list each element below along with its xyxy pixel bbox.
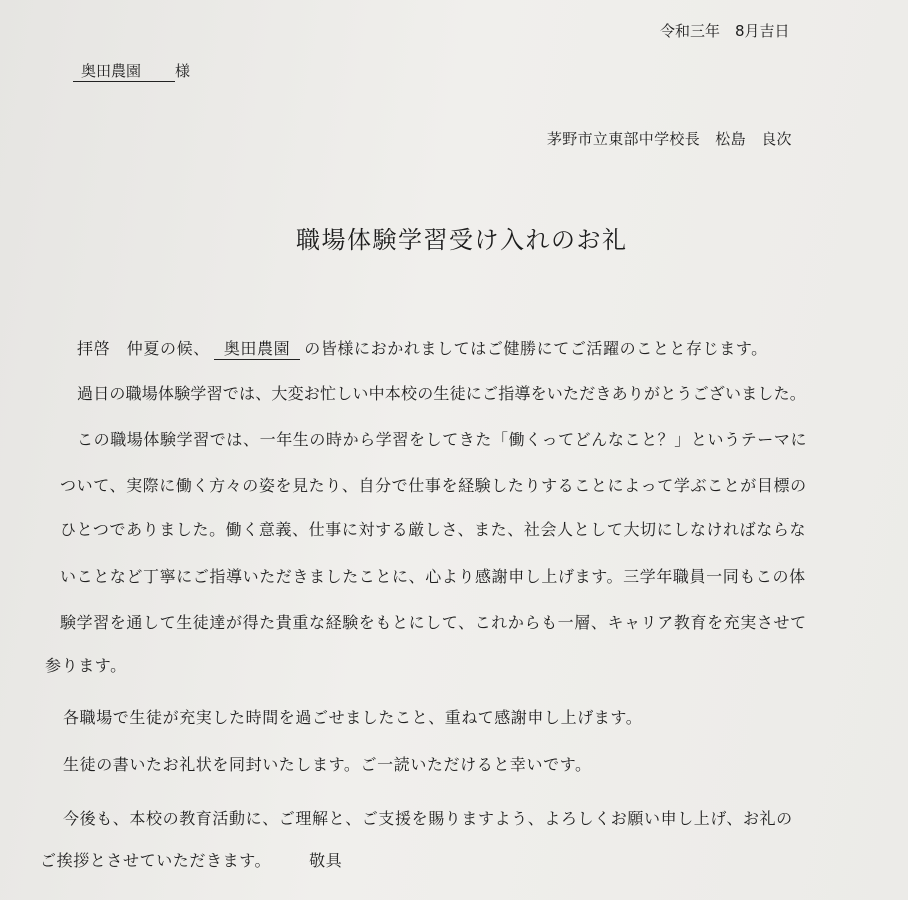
body-line-1 xyxy=(77,336,768,360)
body-line-3: この職場体験学習では、一年生の時から学習をしてきた「働くってどんなこと？」というテーマに xyxy=(77,430,808,449)
closing-keigu: 敬具 xyxy=(309,851,343,870)
letter-title: 職場体験学習受け入れのお礼 xyxy=(296,226,628,254)
body-line-7: 験学習を通して生徒達が得た貴重な経験をもとにして、これからも一層、キャリア教育を充実させて xyxy=(60,613,807,632)
body-line-12 xyxy=(40,848,342,871)
body-line-4: ついて、実際に働く方々の姿を見たり、自分で仕事を経験したりすることによって学ぶことが目標の xyxy=(60,476,807,495)
body-line-6: いことなど丁寧にご指導いただきましたことに、心より感謝申し上げます。三学年職員一同もこの体 xyxy=(60,567,806,586)
body-line-2: 過日の職場体験学習では、大変お忙しい中本校の生徒にご指導をいただきありがとうございました。 xyxy=(77,384,807,403)
body-line-9: 各職場で生徒が充実した時間を過ごせましたこと、重ねて感謝申し上げます。 xyxy=(63,708,643,727)
body-line-8: 参ります。 xyxy=(45,656,127,675)
recipient-line xyxy=(73,60,190,82)
body-line-10: 生徒の書いたお礼状を同封いたします。ご一読いただけると幸いです。 xyxy=(63,755,592,774)
body-line-5: ひとつでありました。働く意義、仕事に対する厳しさ、また、社会人として大切にしなければならな xyxy=(60,520,807,539)
body-line-1-pre: 拝啓 仲夏の候、 xyxy=(77,339,210,358)
letter-date: 令和三年 8月吉日 xyxy=(660,22,790,40)
recipient-name: 奥田農園 xyxy=(81,62,142,80)
body-line-12-text: ご挨拶とさせていただきます。 xyxy=(40,851,272,870)
body-line-11: 今後も、本校の教育活動に、ご理解と、ご支援を賜りますよう、よろしくお願い申し上げ、お礼の xyxy=(63,809,793,828)
recipient-name-underline xyxy=(73,60,175,82)
body-line-1-post: の皆様におかれましてはご健勝にてご活躍のことと存じます。 xyxy=(304,339,768,358)
recipient-suffix: 様 xyxy=(175,62,191,80)
sender-line: 茅野市立東部中学校長 松島 良次 xyxy=(547,130,792,148)
body-recipient-name: 奥田農園 xyxy=(214,336,300,360)
